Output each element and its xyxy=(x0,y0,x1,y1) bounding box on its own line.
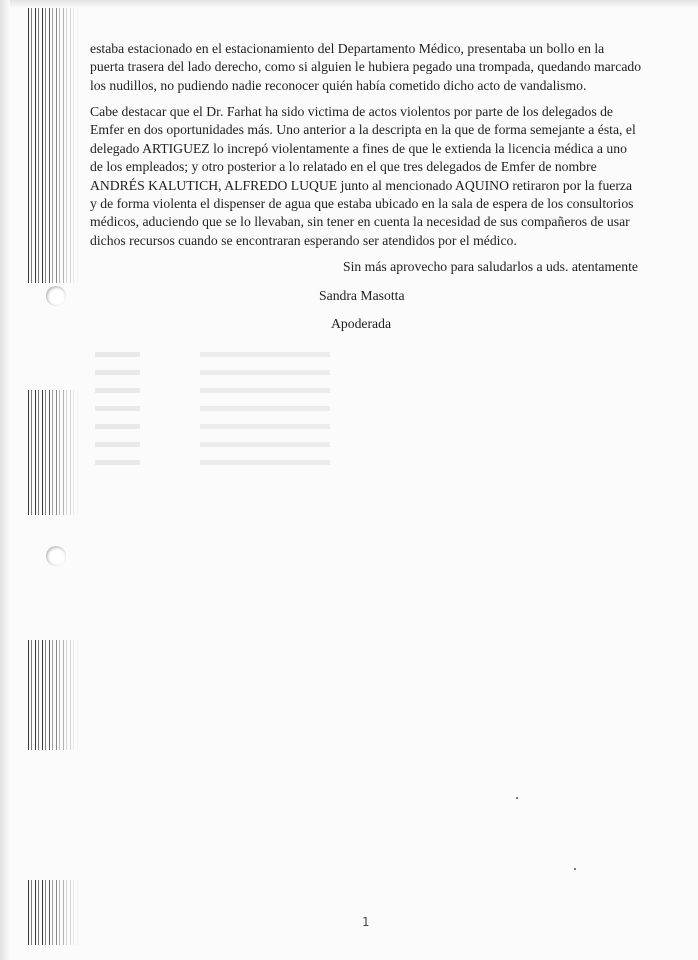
speck xyxy=(574,868,576,870)
scan-artifact-mark xyxy=(28,880,80,945)
text-line: médicos, aduciendo que se lo llevaban, sin tener en cuenta la necesidad de sus compañeros de usar xyxy=(90,214,630,230)
text-line: dichos recursos cuando se encontraran esperando ser atendidos por el médico. xyxy=(90,232,517,248)
text-line: ANDRÉS KALUTICH, ALFREDO LUQUE junto al mencionado AQUINO retiraron por la fuerza xyxy=(90,177,633,193)
page-number: 1 xyxy=(362,915,370,929)
text-line: estaba estacionado en el estacionamiento del Departamento Médico, presentaba un bollo en la xyxy=(90,41,605,56)
scan-left-edge xyxy=(0,0,10,960)
speck xyxy=(516,797,518,799)
punch-hole xyxy=(46,546,66,566)
text-line: y de forma violenta el dispenser de agua que estaba ubicado en la sala de espera de los consultorios xyxy=(90,196,634,212)
scan-artifact-mark xyxy=(28,640,80,750)
text-line: puerta trasera del lado derecho, como si alguien le hubiera pegado una trompada, quedando marcado xyxy=(90,59,642,75)
bleed-through-text xyxy=(95,345,345,485)
text-line: delegado ARTIGUEZ lo increpó violentamente a fines de que le extienda la licencia médica a uno xyxy=(90,140,627,156)
scan-artifact-mark xyxy=(28,390,80,515)
text-line: los nudillos, no pudiendo nadie reconocer quién había cometido dicho acto de vandalismo. xyxy=(90,77,587,93)
text-line: Cabe destacar que el Dr. Farhat ha sido victima de actos violentos por parte de los delegados de xyxy=(90,104,613,119)
paragraph-violent-acts xyxy=(90,103,638,250)
text-line: Emfer en dos oportunidades más. Uno anterior a la descripta en la que de forma semejante a ésta, el xyxy=(90,122,636,138)
punch-hole xyxy=(46,286,66,306)
scan-artifact-mark xyxy=(28,8,80,283)
text-line: de los empleados; y otro posterior a lo relatado en el que tres delegados de Emfer de nombre xyxy=(90,159,597,175)
paragraph-vandalism xyxy=(90,40,642,95)
scan-top-edge xyxy=(0,0,698,8)
signer-name: Sandra Masotta xyxy=(319,288,405,303)
closing-line: Sin más aprovecho para saludarlos a uds. atentamente xyxy=(343,259,638,274)
signer-role: Apoderada xyxy=(331,316,392,331)
